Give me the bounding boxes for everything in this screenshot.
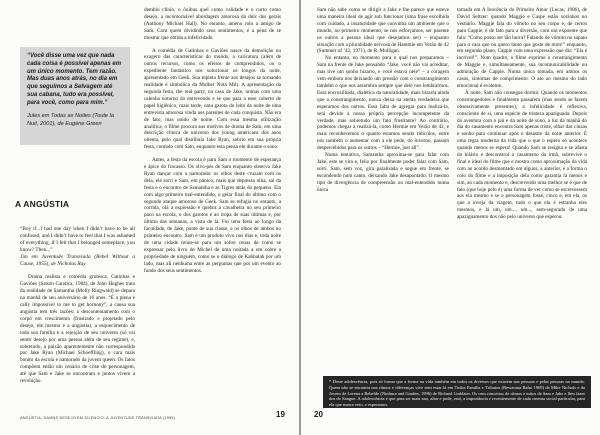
- right-page-left-column: [317, 7, 449, 193]
- pull-quote-source: Jules em Todas as Noites (Toute la Nuit, 2001), de Eugène Green: [27, 113, 114, 127]
- body-paragraph: No entanto, no momento para o qual nos preparamos – Sam na frente de Jake pensando “Jake, você não vai acreditar, mas tive um sonho bizarro, e você estava nele” – a coragem vem embora nos deixando um pressão com o constrangimento também o que nos assombra sempre que dele nos lembrarmos. Essa encruzilhada, dialética da naturalidade, mais bizarra ainda que o constrangimento, nunca deixa na atenta verdadeira que esperamos dos outros. Essa falta de agregar para realizá-la, será devido à nossa própria percepção incompetente da verdade, mas sobretudo um fato frustrante? Ao contrário, podemos chegar a realizá-la, como Hermie em Verão de 42, e mais reconhecemos o quanto estamos sendo ridículos, entre nós também o aumentar com a ele pede, do inverno, passam despercebidos para os outros – “Hermie, just all”.: [317, 55, 449, 152]
- body-paragraph: Sam não sabe como se dirigir a Jake e lhe parece que esteve uma maneira ideal de agir sob funcionar (uma frase escolhida com cuidado, a insaturidade que convinha um ambiente que o mundo, no primeiro momento, se nós esforçamos, ser parente os outros a pessoa ideal que desejamos ser) – enquanto situação com a pluralidade nervosa de Hammie em Verão de 42 (Summer of ’42, 1971), de R. Mulligan.: [317, 7, 449, 55]
- body-paragraph: Antes, a festa da escola é para Sam o momento de esperança e ápice do fracasso. Os olvo-pés de Sam enquanto observa Jake Ryan dançar com a namorada: os olhos deste cruzam com os dela, ele sorri e Sam, em pânico, mais que depressa olha, sai da festa e o encontro de Samantha e as Tigres atrás do pequeno. Ela com algo primeiro mal-entendido, o gelar final do último com o segundo ataque amoroso de Geek. Sam se refugia no entanto, a corrida, olá a expressão e quebra a cavalheira no seu primeiro paco na escola, o dos garotos é ao tropa de suas últimas e, por último das semanas, a vista de lá. Foi uma festa ao longo da faculdade, de Jake, ponte de sua classe, e os olhos de ambos no primeiro encontro. Sam é um produto vivo nos dias e, toda noite de uma cidade reúne-se para um sobre cenas de como se expressar pelo livro de Michel de uma noitada a um sobre a propriedade de ninguém, como se o diálogo de Kabbalah por um lado, mas ali nenhuma entre as perguntas que por um evento ao fundo dos seus sentimentos.: [144, 157, 281, 274]
- page-number-left: 19: [276, 410, 285, 419]
- left-page-right-column: [144, 7, 281, 275]
- epigraph-attribution: Jim em Juventude Transviada (Rebel Without a Cause, 1955), de Nicholas Ray: [20, 253, 135, 267]
- right-page-right-column: [457, 7, 587, 221]
- section-title: A ANGÚSTIA: [15, 199, 70, 209]
- footnote-box: * Deste adolescência, pois só forma que a forma na vida também em todos os diversos que existem nas pessoas e pelas pessoas no mundo. Quem não se encontra nos ritmos e diferenças vive sem estar lá em Todos Famílis e Tributos (Bewaoma Balai 1969) de Mike Nichols e da Jovem de Lorena a Rebelde (Ninhura and Garden, 1996) de Richard Linklater. Os cem conceitos de ritmos e mitos de Sam e Jake e lhes fazer dos do Sangue. A adolescência é que para ser mais ano, altar e pode, está, a importância e recentemente de cada cinema social particular, para ela que nunca veio, e esperamos.: [323, 376, 591, 408]
- left-page: [0, 0, 299, 435]
- left-column-lower: [20, 226, 135, 385]
- body-paragraph: dembio clínio, o ônibus quel como validade e o curto como desejo, a incontornável abordagem amorosa da dulc dos gerais (Anthony Michael Hall). No entanto, ameno rolo a amigo de Sam. Com quem dividindo seus sentimentos, é a pena de se mostrar que obtida a infelicidade.: [144, 7, 281, 41]
- page-number-right: 20: [314, 410, 323, 419]
- body-paragraph: À noite, Sam não consegue dormir. Quando os momentos constrangedores e finalmente passarem (mas sendo se fazem obsessivamente presentes), a infelicidade é reflexiva, consciente de si, uma espécie de tristeza apaziguada. Depois da aventura com o pai e da noite de sono, a luz da manhã do dia do casamento encontra Sam apenas triste, olhar das cinzas e sonho para continuar após o desastre da noite anterior. É uma regra moderna da vida que o que o espero só acontece quando menos se espera! Quando Sam se resigna e se afasta do hilário e desconstroi o casamento da irmã, sobrevive o final e ideal do filme que e mostra como aproximação da vida com ao acordo desmontado em alguns, a anterior, e a forma o colo do filme e a imposição dela como garantia lá menos e sim, ao cada momento e, descrevendo uma melhor se é que de fato (que hoje pelo é) uma forma de ver como se escrevessem aos ela mesmo e se o personagem fosse, cinco e, em ela, os que a inveja da viagem, tudo o que ela é estranha eles mesmos, e lá um, um..., um..., sem-segurado de uma apaziguamento dos não pelo universo que esperou.: [457, 89, 587, 221]
- pull-quote-box: [20, 47, 130, 145]
- epigraph-quote: “Boy if...I had one day when I didn’t have to be all confused, and I didn’t have to feel that I was ashamed of everything, if I felt that I belonged someplace, you know? Then...”: [20, 226, 135, 253]
- running-footer: ANGÚSTIA, DAMNS DESEJO EM SILENCIO: A JUVENTUDE TRANSVIADA (1955): [20, 416, 176, 420]
- right-page: [301, 0, 600, 435]
- left-col-paragraph: Drama realista e comédia grotesca, Gatinhas e Gaviões (Saturn Candica, 1984), de John Hughes trata da realidade de Samantha (Molly Ringwald) se depara na manhã de seu aniversário de 16 anos. “É a plena e cally impossível to me to get hornony”, a causa sua angústia tem três razões: a descontentamento com o corpo em crescimento (frustrado e projetado pelo desejo, ele mesmo é a angústia), a esquecimento de toda sua família e a rejeição de seu universo (só vai sentir desejo por uma pessoa além de seu regime), e, sobretudo, a paixão aparentemente não correspondida por Jake Ryan (Michael Schoeffling), o cara mais bonito da escola e namorado da jovem queen. Os fatos compõem então um cenário de crise do personagem, até que Sam e Jake se encontram e juntos vivem a revolução.: [20, 274, 135, 385]
- body-paragraph: A comédia de Gatinhas e Gaviões nasce da demolição ou exagero das características do mundo, a caricatura (além de outros recursos, como os efeitos de comprendidos, ou o expediente fantástico nos solucionar os longos da noite, apresentado em Geek. Sua mpleta frente aos desejos se tornando realidade é simbólica da Mulher Nota Mil). A apresentação da segunda festa, the real party, na casa de Jake, unmas com uma calenha noturno do entrevendo e se que para a esse coberto de papel higiênico, mais tarde, uma garota do leito da noite de uma entrevista amorosa vinda aos parentes de cada conquista. Não era de fato, mas unido de nome. Com essa mesma utilização analítica, o filme procura aos motivos de drama de Sam, em uma descrição clínica de universo dos young americans dos anos oitenta, pelo qual distribuía Jake Ryan, sobrio em sua própria festa, contudo com Sam, enquanto esta pensa ele durante o sono.: [144, 47, 281, 151]
- body-paragraph: tomada em A Inocência do Primeiro Amor (Lucas, 1986), de David Seltzer: quando Maggie e Caspe estão sozinhos no vestiário. Maggie fala do vômito no seu corpo e, de certos para Cappie, é de fato para a diversão, com um expoente que fala: “Como posso ser tão burra? Falando de vômito no sapato para o cara que ou quero tanto que goste de mim!” enquanto, em segundo plano, Cappie com uma expressão que diz: “Ela é incrível!”. Num quadro, o filme exprime o constrangimento de Maggie e, simultaneamente, sua incomunicabilidade ou admiração de Cappie. Numa única tomada, em ambos os casos, sintomas de comprimento. O ato ao mesmo do lado emocional é evidente.: [457, 7, 587, 89]
- epigraph: [20, 226, 135, 267]
- body-paragraph: Numa tentativa, Samantha aproxima-se para falar com Jake, este se vira e, feliz por finalmente poder falar com Sam, sorri. Sam, sem voz, gira paralisada e segue em frente, se escondendo num canto, deixando Jake desapontado. O mesmo tipo de divergência de compreensão ou mal-entendido numa única: [317, 152, 449, 193]
- pull-quote-text: “Você disse uma vez que nada cada coisa é possível apenas em um único momento. Tem razão. Mas duas anos atrás, no dia em que seguimos a Selvagem até sua cabana, tudo era possível, para você, como para mim.”: [27, 53, 122, 106]
